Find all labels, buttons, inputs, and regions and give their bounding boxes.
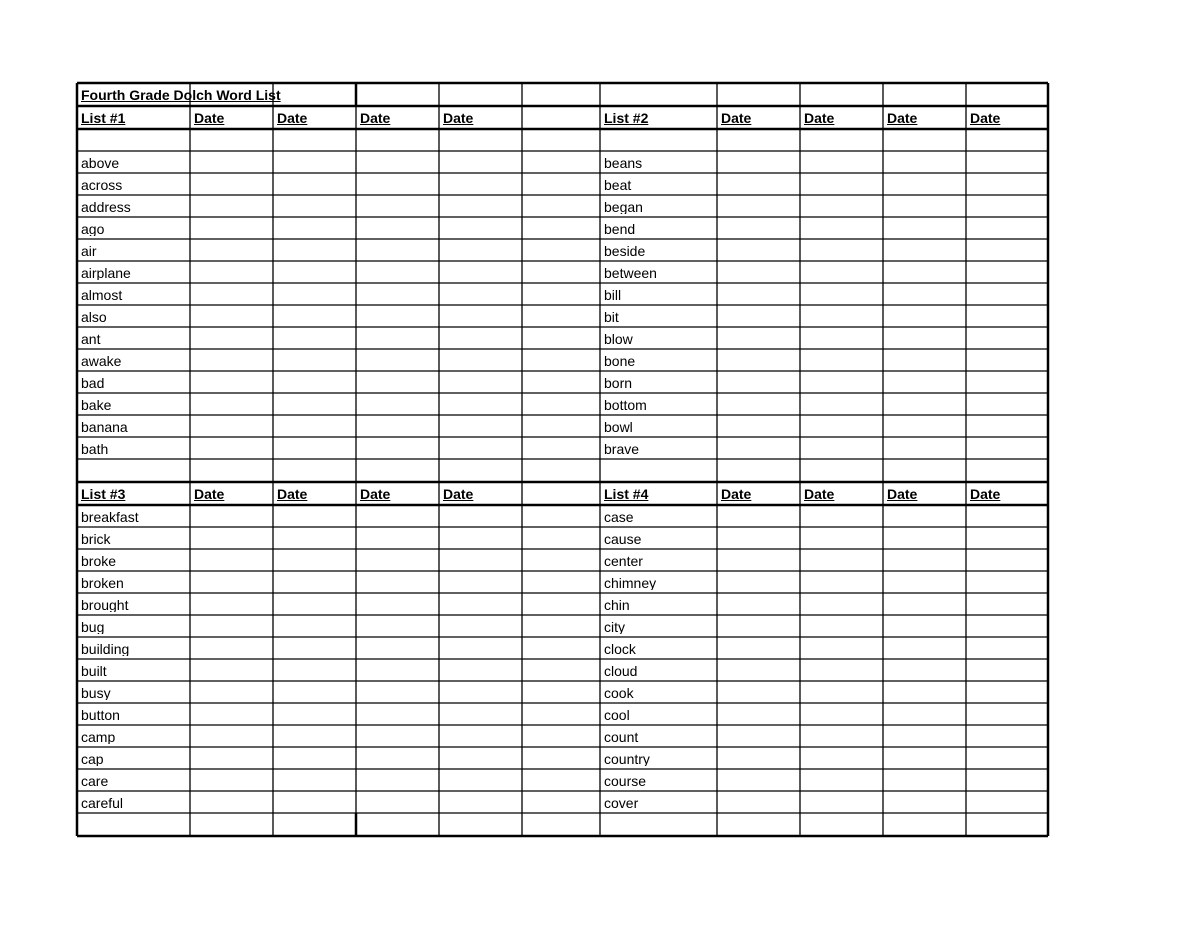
word-cell: began [604, 200, 643, 214]
word-cell: brought [81, 598, 129, 612]
word-cell: care [81, 774, 109, 788]
date-column-header: Date [443, 111, 474, 125]
word-cell: beat [604, 178, 632, 192]
word-cell: brave [604, 442, 640, 456]
word-cell: bill [604, 288, 622, 302]
date-column-header: Date [970, 111, 1001, 125]
date-column-header: Date [360, 487, 391, 501]
word-cell: between [604, 266, 657, 280]
date-column-header: Date [443, 487, 474, 501]
date-column-header: Date [887, 111, 918, 125]
word-cell: across [81, 178, 123, 192]
word-cell: banana [81, 420, 128, 434]
word-cell: building [81, 642, 130, 656]
word-cell: bake [81, 398, 112, 412]
word-cell: above [81, 156, 120, 170]
word-cell: chin [604, 598, 630, 612]
word-cell: course [604, 774, 647, 788]
word-cell: careful [81, 796, 124, 810]
list-header-3: List #3 [81, 487, 126, 501]
list-header-2: List #2 [604, 111, 649, 125]
word-cell: cap [81, 752, 104, 766]
word-cell: breakfast [81, 510, 139, 524]
word-cell: air [81, 244, 97, 258]
word-cell: bad [81, 376, 105, 390]
page-title: Fourth Grade Dolch Word List [81, 88, 281, 102]
word-cell: city [604, 620, 625, 634]
list-header-1: List #1 [81, 111, 126, 125]
date-column-header: Date [360, 111, 391, 125]
word-cell: bug [81, 620, 105, 634]
word-cell: awake [81, 354, 122, 368]
date-column-header: Date [887, 487, 918, 501]
date-column-header: Date [277, 487, 308, 501]
word-cell: clock [604, 642, 636, 656]
date-column-header: Date [970, 487, 1001, 501]
date-column-header: Date [194, 111, 225, 125]
word-cell: airplane [81, 266, 131, 280]
word-cell: chimney [604, 576, 657, 590]
word-cell: cloud [604, 664, 638, 678]
word-cell: beans [604, 156, 643, 170]
word-cell: beside [604, 244, 646, 258]
word-cell: broke [81, 554, 117, 568]
word-cell: cover [604, 796, 639, 810]
word-cell: count [604, 730, 639, 744]
word-cell: cool [604, 708, 630, 722]
date-column-header: Date [804, 111, 835, 125]
word-cell: center [604, 554, 643, 568]
date-column-header: Date [721, 111, 752, 125]
word-cell: almost [81, 288, 123, 302]
date-column-header: Date [277, 111, 308, 125]
word-cell: cook [604, 686, 634, 700]
word-cell: blow [604, 332, 633, 346]
date-column-header: Date [194, 487, 225, 501]
word-cell: ant [81, 332, 101, 346]
word-cell: bone [604, 354, 636, 368]
word-cell: button [81, 708, 120, 722]
word-cell: camp [81, 730, 116, 744]
word-cell: case [604, 510, 634, 524]
word-cell: bowl [604, 420, 633, 434]
word-cell: busy [81, 686, 111, 700]
word-cell: also [81, 310, 107, 324]
word-cell: born [604, 376, 633, 390]
word-cell: cause [604, 532, 642, 546]
list-header-4: List #4 [604, 487, 649, 501]
word-cell: ago [81, 222, 105, 236]
word-cell: bottom [604, 398, 647, 412]
date-column-header: Date [804, 487, 835, 501]
word-cell: bit [604, 310, 619, 324]
word-cell: brick [81, 532, 111, 546]
word-cell: address [81, 200, 131, 214]
word-cell: bend [604, 222, 636, 236]
word-cell: broken [81, 576, 124, 590]
word-cell: built [81, 664, 107, 678]
word-cell: country [604, 752, 650, 766]
date-column-header: Date [721, 487, 752, 501]
word-cell: bath [81, 442, 109, 456]
